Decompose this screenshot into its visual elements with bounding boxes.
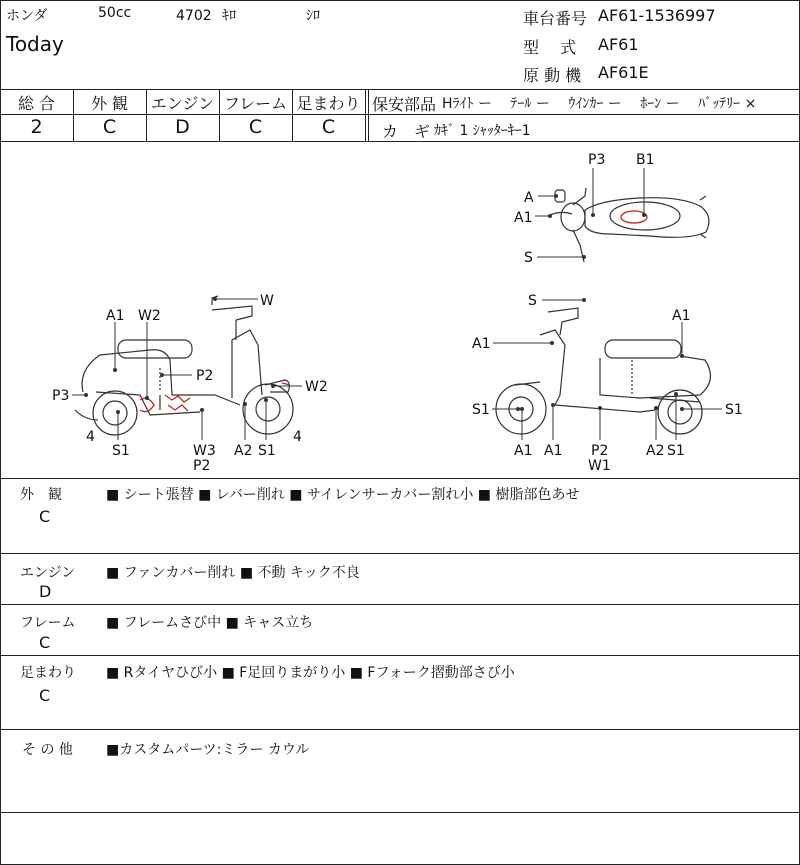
- grade-col-5: [365, 89, 366, 141]
- remarks-line-3: [0, 655, 800, 656]
- label-left-4-left: 4: [86, 429, 95, 445]
- safety-label: 保安部品: [372, 95, 437, 114]
- color: ｼﾛ: [306, 8, 320, 24]
- key-label: カ ギ: [382, 122, 431, 141]
- remark-other-label: そ の 他: [22, 742, 73, 758]
- grade-col-6: [368, 89, 369, 141]
- label-left-P2-bottom: P2: [193, 458, 211, 474]
- remark-engine-text: ■ ファンカバー削れ ■ 不動 キック不良: [106, 565, 360, 581]
- grade-table-middle: [0, 114, 367, 115]
- mileage: [176, 5, 236, 25]
- remarks-line-2: [0, 604, 800, 605]
- remark-engine-label: エンジン: [20, 565, 76, 581]
- exterior-grade: C: [102, 116, 117, 138]
- remark-suspension-grade: C: [39, 686, 51, 705]
- frame-label: フレーム: [223, 94, 288, 113]
- label-top-B1: B1: [636, 152, 655, 168]
- label-right-S1-right: S1: [725, 402, 743, 418]
- remark-suspension-label: 足まわり: [20, 665, 76, 681]
- model-name: Today: [6, 32, 64, 56]
- engine-type-label: 原 動 機: [523, 66, 582, 85]
- damage-mark-left-b: [165, 395, 190, 402]
- key-value: ｶｷﾞ 1 ｼｬｯﾀｰｷｰ1: [434, 123, 531, 139]
- remark-exterior-grade: C: [39, 507, 51, 526]
- remarks-line-1: [0, 553, 800, 554]
- safety-items: Hﾗｲﾄ ー ﾃｰﾙ ー ｳｲﾝｶｰ ー ﾎｰﾝ ー ﾊﾞｯﾃﾘｰ ×: [442, 96, 757, 112]
- type-label: 型 式: [523, 38, 577, 57]
- maker: ホンダ: [6, 8, 48, 24]
- label-left-W: W: [260, 293, 274, 309]
- label-top-A1: A1: [514, 210, 533, 226]
- damage-mark-seat: [621, 211, 647, 223]
- label-left-P2: P2: [196, 368, 214, 384]
- remark-frame-label: フレーム: [20, 615, 76, 631]
- type-value: AF61: [598, 35, 639, 54]
- damage-mark-left-c: [168, 405, 188, 411]
- label-right-S: S: [528, 293, 537, 309]
- label-right-P2: P2: [591, 443, 609, 459]
- label-right-A1-bottom-1: A1: [514, 443, 533, 459]
- label-left-S1-right: S1: [258, 443, 276, 459]
- engine-label: エンジン: [150, 94, 215, 113]
- label-top-P3: P3: [588, 152, 606, 168]
- grade-table-top: [0, 89, 800, 90]
- overall-label: 総 合: [17, 94, 56, 113]
- label-right-A1-bottom-2: A1: [544, 443, 563, 459]
- frame-no: AF61-1536997: [598, 6, 716, 25]
- remark-frame-text: ■ フレームさび中 ■ キャス立ち: [106, 615, 314, 631]
- label-top-S: S: [524, 250, 533, 266]
- label-right-A1-top: A1: [672, 308, 691, 324]
- label-left-4-right: 4: [293, 429, 302, 445]
- displacement: 50cc: [98, 5, 132, 21]
- remarks-top-line: [0, 478, 800, 479]
- engine-type-value: AF61E: [598, 63, 649, 82]
- label-right-S1-bottom: S1: [667, 443, 685, 459]
- remark-engine-grade: D: [39, 582, 52, 601]
- mileage-unit: ｷﾛ: [222, 8, 237, 24]
- label-left-W2-top: W2: [138, 308, 161, 324]
- label-right-S1-left: S1: [472, 402, 490, 418]
- engine-grade: D: [175, 116, 190, 138]
- frame-grade: C: [248, 116, 263, 138]
- label-left-P3: P3: [52, 388, 70, 404]
- remarks-line-4: [0, 729, 800, 730]
- label-left-S1-left: S1: [112, 443, 130, 459]
- suspension-grade: C: [321, 116, 336, 138]
- label-left-W2-right: W2: [305, 379, 328, 395]
- mileage-value: 4702: [176, 8, 212, 24]
- suspension-label: 足まわり: [296, 94, 361, 113]
- remark-frame-grade: C: [39, 633, 51, 652]
- exterior-label: 外 観: [90, 94, 129, 113]
- label-right-W1: W1: [588, 458, 611, 474]
- remarks-line-5: [0, 812, 800, 813]
- frame-no-label: 車台番号: [523, 9, 588, 28]
- label-left-A2: A2: [234, 443, 253, 459]
- overall-grade: 2: [30, 116, 43, 138]
- label-right-A1-left: A1: [472, 336, 491, 352]
- remark-exterior-label: 外 観: [20, 487, 62, 503]
- scooter-right-view: [496, 308, 710, 434]
- remark-exterior-text: ■ シート張替 ■ レバー削れ ■ サイレンサーカバー割れ小 ■ 樹脂部色あせ: [106, 487, 580, 503]
- label-left-W3: W3: [193, 443, 216, 459]
- remark-suspension-text: ■ Rタイヤひび小 ■ F足回りまがり小 ■ Fフォーク摺動部さび小: [106, 665, 515, 681]
- label-top-A: A: [524, 190, 534, 206]
- label-right-A2: A2: [646, 443, 665, 459]
- label-left-A1: A1: [106, 308, 125, 324]
- scooter-top-view: [548, 188, 709, 262]
- scooter-diagram: [0, 142, 800, 478]
- remark-other-text: ■カスタムパーツ:ミラー カウル: [106, 742, 310, 758]
